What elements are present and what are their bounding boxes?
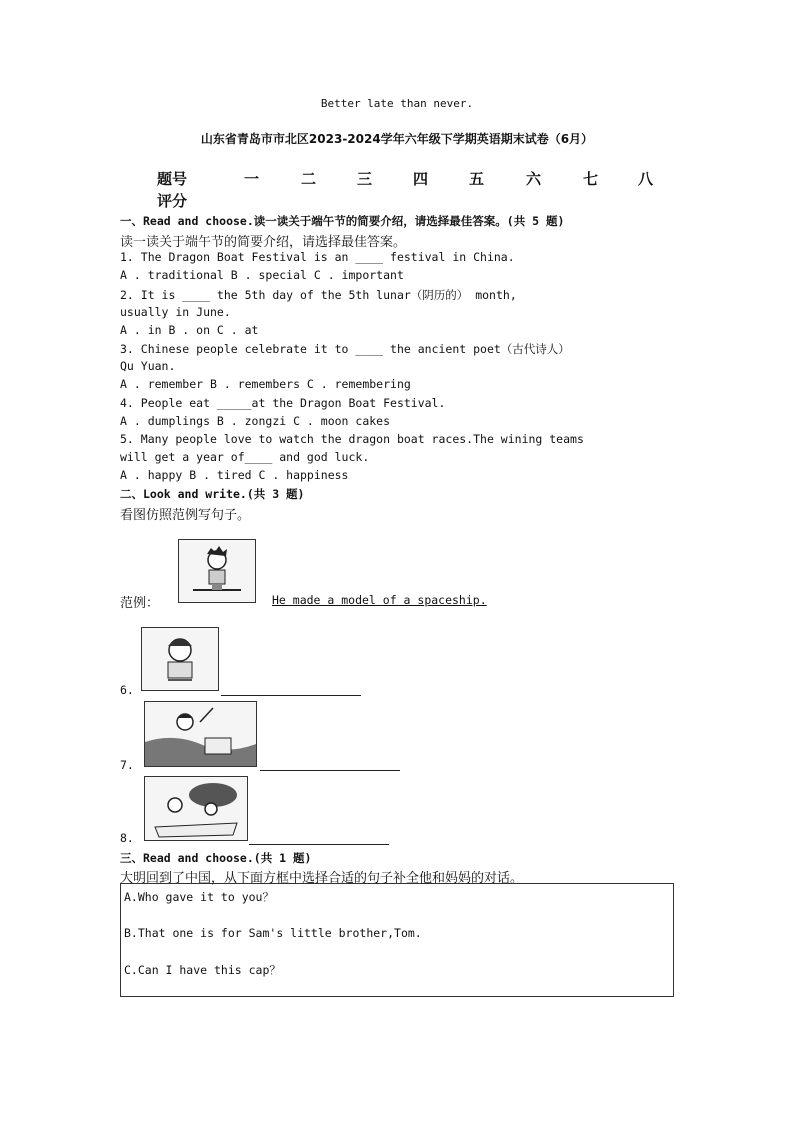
answer-line-7[interactable] bbox=[260, 770, 400, 771]
picture-8 bbox=[144, 776, 248, 841]
section1-heading: 一、Read and choose.读一读关于端午节的简要介绍，请选择最佳答案。(共 5 题) bbox=[120, 214, 565, 228]
score-col-3: 三 bbox=[357, 170, 373, 188]
score-col-4: 四 bbox=[413, 170, 429, 188]
question-3-cont: Qu Yuan. bbox=[120, 359, 176, 373]
question-6-number: 6. bbox=[120, 683, 134, 697]
example-sentence: He made a model of a spaceship. bbox=[272, 593, 487, 607]
section2-heading: 二、Look and write.(共 3 题) bbox=[120, 487, 305, 501]
option-c: C.Can I have this cap？ bbox=[124, 963, 281, 977]
question-3: 3. Chinese people celebrate it to ____ the ancient poet（古代诗人） bbox=[120, 342, 570, 356]
example-picture bbox=[178, 539, 256, 603]
question-8-number: 8. bbox=[120, 831, 134, 845]
section2-instruction: 看图仿照范例写句子。 bbox=[120, 508, 251, 523]
motto: Better late than never. bbox=[320, 97, 474, 110]
answer-line-6[interactable] bbox=[221, 695, 361, 696]
question-2-options: A . in B . on C . at bbox=[120, 323, 259, 337]
question-5: 5. Many people love to watch the dragon boat races.The wining teams bbox=[120, 432, 584, 446]
question-2-cont: usually in June. bbox=[120, 305, 231, 319]
score-col-6: 六 bbox=[526, 170, 542, 188]
question-1-options: A . traditional B . special C . important bbox=[120, 268, 404, 282]
question-1: 1. The Dragon Boat Festival is an ____ festival in China. bbox=[120, 250, 515, 264]
picture-6 bbox=[141, 627, 219, 691]
section3-instruction: 大明回到了中国，从下面方框中选择合适的句子补全他和妈妈的对话。 bbox=[120, 871, 524, 886]
score-col-1: 一 bbox=[244, 170, 260, 188]
example-label: 范例： bbox=[120, 596, 160, 611]
option-b: B.That one is for Sam's little brother,Tom. bbox=[124, 926, 422, 940]
page-title: 山东省青岛市市北区2023-2024学年六年级下学期英语期末试卷（6月） bbox=[200, 132, 594, 146]
picture-7 bbox=[144, 701, 257, 767]
question-4-options: A . dumplings B . zongzi C . moon cakes bbox=[120, 414, 391, 428]
section3-heading: 三、Read and choose.(共 1 题) bbox=[120, 851, 312, 865]
score-label-score: 评分 bbox=[157, 192, 188, 210]
score-label-number: 题号 bbox=[157, 170, 188, 188]
option-a: A.Who gave it to you？ bbox=[124, 890, 274, 904]
section1-instruction: 读一读关于端午节的简要介绍，请选择最佳答案。 bbox=[120, 235, 407, 250]
score-col-2: 二 bbox=[301, 170, 317, 188]
answer-line-8[interactable] bbox=[249, 844, 389, 845]
score-col-8: 八 bbox=[638, 170, 654, 188]
question-5-cont: will get a year of____ and god luck. bbox=[120, 450, 370, 464]
question-5-options: A . happy B . tired C . happiness bbox=[120, 468, 349, 482]
options-box bbox=[120, 883, 674, 997]
score-col-7: 七 bbox=[583, 170, 599, 188]
question-4: 4. People eat _____at the Dragon Boat Festival. bbox=[120, 396, 446, 410]
score-col-5: 五 bbox=[469, 170, 485, 188]
question-7-number: 7. bbox=[120, 758, 134, 772]
question-3-options: A . remember B . remembers C . remembering bbox=[120, 377, 411, 391]
question-2: 2. It is ____ the 5th day of the 5th lunar（阴历的） month, bbox=[120, 288, 517, 302]
